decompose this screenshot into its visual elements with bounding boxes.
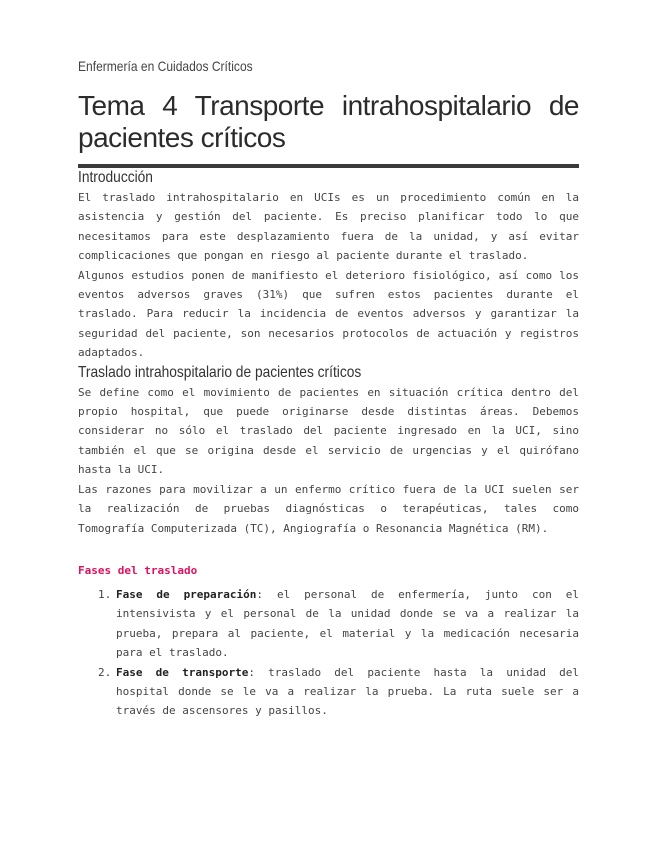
list-item-number: 1.: [98, 587, 112, 601]
list-item: [78, 663, 579, 721]
list-item-description: : el personal de enfermería, junto con el intensivista y el personal de la unidad donde se va a realizar la prueba, prepara al paciente, el material y la medicación necesaria para el traslado.: [116, 587, 579, 660]
list-item-term: Fase de preparación: [116, 587, 257, 601]
phases-heading: Fases del traslado: [78, 563, 198, 577]
list-item-text: [116, 585, 579, 663]
intro-paragraph-2: Algunos estudios ponen de manifiesto el deterioro fisiológico, así como los eventos adversos graves (31%) que sufren estos pacientes durante el traslado. Para reducir la incidencia de eventos adversos y garantizar la seguridad del paciente, son necesarios protocolos de actuación y registros adaptados.: [78, 268, 579, 360]
traslado-paragraph-1: Se define como el movimiento de pacientes en situación crítica dentro del propio hospital, que puede originarse desde distintas áreas. Debemos considerar no sólo el traslado del paciente ingresado en la UCI, sino también el que se origina desde el servicio de urgencias y el quirófano hasta la UCI.: [78, 385, 579, 477]
document-page: [78, 56, 579, 721]
phases-list: [78, 585, 579, 721]
list-item-description: : traslado del paciente hasta la unidad del hospital donde se le va a realizar la prueba. La ruta suele ser a través de ascensores y pasillos.: [116, 665, 579, 718]
section-heading-introduccion: Introducción: [78, 169, 153, 186]
list-item-number: 2.: [98, 665, 112, 679]
intro-paragraph-1: El traslado intrahospitalario en UCIs es un procedimiento común en la asistencia y gestión del paciente. Es preciso planificar todo lo que necesitamos para este desplazamiento fuera de la unidad, y así evitar complicaciones que pongan en riesgo al paciente durante el traslado.: [78, 191, 579, 263]
list-item: [78, 585, 579, 663]
page-title: Tema 4 Transporte intrahospitalario de pacientes críticos: [78, 90, 579, 153]
traslado-paragraph-2: Las razones para movilizar a un enfermo crítico fuera de la UCI suelen ser la realización de pruebas diagnósticas o terapéuticas, tales como Tomografía Computerizada (TC), Angiografía o Resonancia Magnética (RM).: [78, 482, 579, 535]
section-heading-traslado: Traslado intrahospitalario de pacientes críticos: [78, 363, 362, 381]
list-item-term: Fase de transporte: [116, 665, 249, 679]
course-subject: Enfermería en Cuidados Críticos: [78, 58, 253, 74]
list-item-text: [116, 663, 579, 721]
